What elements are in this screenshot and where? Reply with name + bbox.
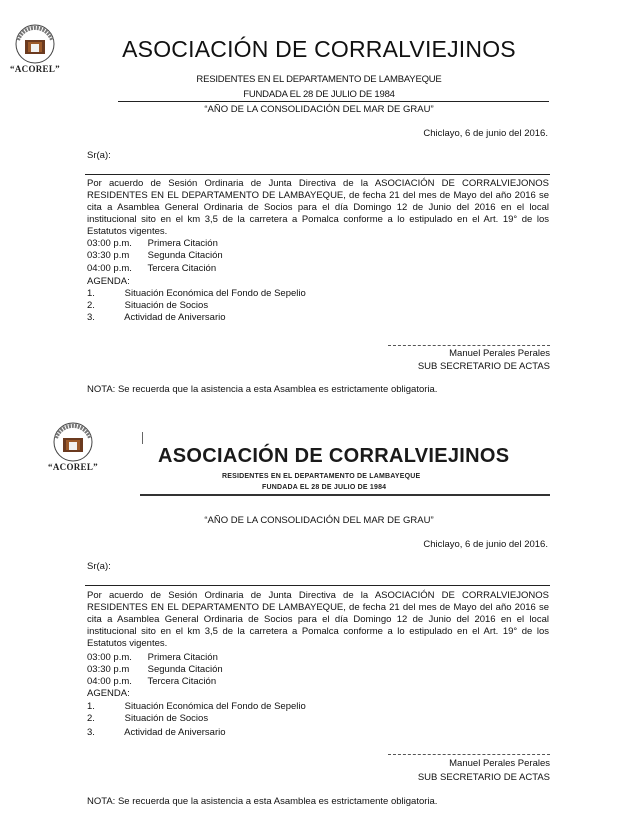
agenda-label: Situación de Socios	[124, 713, 209, 724]
association-seal-icon	[48, 420, 98, 462]
signature-line	[388, 345, 550, 347]
header-divider	[142, 432, 143, 444]
citation-time: 03:30 p.m	[87, 664, 130, 675]
agenda-title: AGENDA:	[87, 688, 130, 699]
citation-row	[87, 238, 218, 249]
citation-label: Primera Citación	[147, 652, 218, 663]
citation-row	[87, 263, 216, 274]
header-rule	[140, 494, 550, 496]
header-subtitle-1: RESIDENTES EN EL DEPARTAMENTO DE LAMBAYEQUE	[196, 74, 442, 85]
agenda-item	[87, 701, 306, 712]
agenda-item	[87, 727, 226, 738]
citation-time: 04:00 p.m.	[87, 263, 132, 274]
citation-row	[87, 676, 216, 687]
citation-time: 04:00 p.m.	[87, 676, 132, 687]
citation-label: Segunda Citación	[147, 250, 223, 261]
signer-title: SUB SECRETARIO DE ACTAS	[417, 361, 550, 372]
agenda-label: Situación de Socios	[124, 300, 209, 311]
signer-name: Manuel Perales Perales	[449, 758, 550, 769]
citation-row	[87, 250, 223, 261]
agenda-number: 3.	[87, 312, 95, 323]
salutation: Sr(a):	[87, 150, 111, 161]
agenda-item	[87, 312, 226, 323]
acorel-logo	[48, 420, 98, 472]
year-slogan: “AÑO DE LA CONSOLIDACIÓN DEL MAR DE GRAU”	[204, 515, 434, 526]
header-rule	[118, 101, 549, 102]
logo-caption: “ACOREL”	[10, 64, 60, 74]
signer-name: Manuel Perales Perales	[449, 348, 550, 359]
citation-label: Primera Citación	[147, 238, 218, 249]
citation-time: 03:00 p.m.	[87, 652, 132, 663]
salutation: Sr(a):	[87, 561, 111, 572]
agenda-title: AGENDA:	[87, 276, 130, 287]
addressee-line	[85, 585, 550, 586]
page-title: ASOCIACIÓN DE CORRALVIEJINOS	[122, 36, 516, 62]
year-slogan: “AÑO DE LA CONSOLIDACIÓN DEL MAR DE GRAU”	[204, 104, 434, 115]
agenda-number: 2.	[87, 300, 95, 311]
agenda-label: Actividad de Aniversario	[124, 727, 226, 738]
agenda-item	[87, 300, 208, 311]
signer-title: SUB SECRETARIO DE ACTAS	[417, 772, 550, 783]
citation-label: Tercera Citación	[147, 263, 217, 274]
signature-line	[388, 754, 550, 756]
agenda-label: Situación Económica del Fondo de Sepelio	[124, 288, 306, 299]
agenda-number: 3.	[87, 727, 95, 738]
citation-label: Segunda Citación	[147, 664, 223, 675]
agenda-item	[87, 713, 208, 724]
agenda-label: Actividad de Aniversario	[124, 312, 226, 323]
logo-caption: “ACOREL”	[48, 462, 98, 472]
page-title: ASOCIACIÓN DE CORRALVIEJINOS	[158, 445, 510, 467]
attendance-note: NOTA: Se recuerda que la asistencia a esta Asamblea es estrictamente obligatoria.	[87, 796, 438, 807]
agenda-label: Situación Económica del Fondo de Sepelio	[124, 701, 306, 712]
agenda-item	[87, 288, 306, 299]
agenda-number: 1.	[87, 701, 95, 712]
citation-row	[87, 664, 223, 675]
header-subtitle-1: RESIDENTES EN EL DEPARTAMENTO DE LAMBAYEQUE	[222, 473, 421, 480]
citation-time: 03:30 p.m	[87, 250, 130, 261]
letter-body: Por acuerdo de Sesión Ordinaria de Junta Directiva de la ASOCIACIÓN DE CORRALVIEJONOS RESIDENTES EN EL DEPARTAMENTO DE LAMBAYEQUE, de fecha 21 del mes de Mayo del año 2016 se cita a Asamblea General Ordinaria de Socios para el día Domingo 12 de Junio del 2016 en el local institucional sito en el km 3,5 de la carretera a Pomalca conforme a lo estipulado en el Art. 19° de los Estatutos vigentes.	[87, 590, 549, 649]
letter-date: Chiclayo, 6 de junio del 2016.	[423, 128, 548, 139]
citation-time: 03:00 p.m.	[87, 238, 132, 249]
agenda-number: 2.	[87, 713, 95, 724]
agenda-number: 1.	[87, 288, 95, 299]
attendance-note: NOTA: Se recuerda que la asistencia a esta Asamblea es estrictamente obligatoria.	[87, 384, 438, 395]
letter-date: Chiclayo, 6 de junio del 2016.	[423, 539, 548, 550]
addressee-line	[85, 174, 550, 175]
citation-label: Tercera Citación	[147, 676, 217, 687]
letter-body: Por acuerdo de Sesión Ordinaria de Junta Directiva de la ASOCIACIÓN DE CORRALVIEJONOS RESIDENTES EN EL DEPARTAMENTO DE LAMBAYEQUE, de fecha 21 del mes de Mayo del año 2016 se cita a Asamblea General Ordinaria de Socios para el día Domingo 12 de Junio del 2016 en el local institucional sito en el km 3,5 de la carretera a Pomalca conforme a lo estipulado en el Art. 19° de los Estatutos vigentes.	[87, 178, 549, 237]
header-subtitle-2: FUNDADA EL 28 DE JULIO DE 1984	[243, 89, 395, 100]
header-subtitle-2: FUNDADA EL 28 DE JULIO DE 1984	[262, 484, 387, 491]
citation-row	[87, 652, 218, 663]
